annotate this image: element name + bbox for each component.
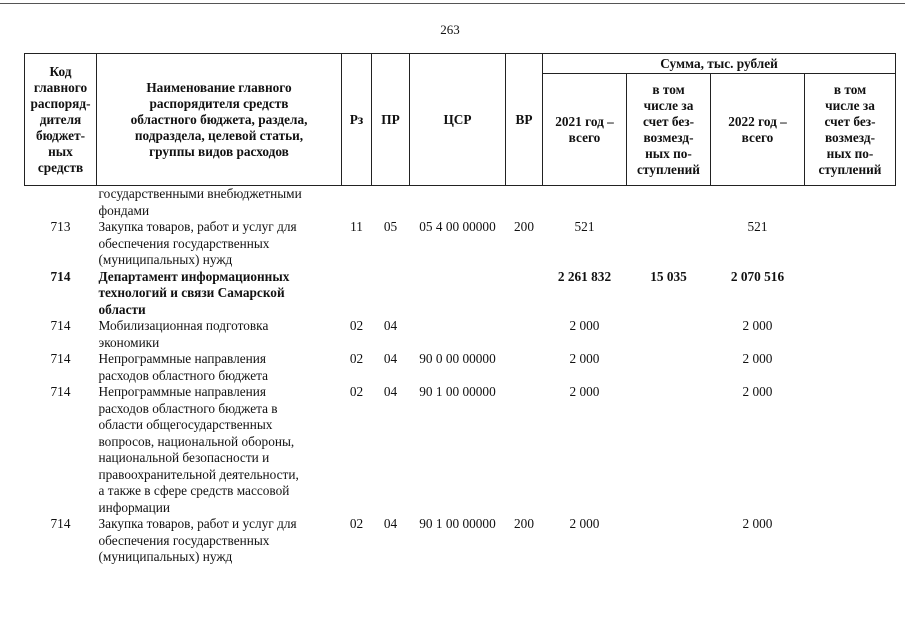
header-2022-total: [711, 74, 805, 186]
table-row: [25, 219, 896, 269]
cell-csr: 90 1 00 00000: [419, 516, 496, 531]
cell-2022-free: [805, 318, 896, 351]
cell-2022-total: [711, 186, 805, 220]
cell-2022-free: [805, 269, 896, 319]
cell-pr: 05: [383, 219, 398, 234]
top-rule: [0, 3, 905, 4]
cell-vr: [506, 384, 543, 516]
table-body: [25, 186, 896, 566]
cell-2021-free: 15 035: [650, 268, 687, 284]
table-row: [25, 384, 896, 516]
cell-rz: [342, 186, 372, 220]
cell-rz: 02: [349, 384, 364, 399]
budget-table: [24, 53, 896, 566]
cell-code: 713: [50, 219, 71, 234]
cell-2021-free: [627, 186, 711, 220]
table-row: [25, 186, 896, 220]
cell-rz: 11: [350, 219, 363, 234]
cell-2022-total: 2 000: [742, 318, 773, 333]
cell-csr: 90 1 00 00000: [419, 384, 496, 399]
cell-vr: [506, 318, 543, 351]
cell-2022-free: [805, 516, 896, 566]
cell-name: Департамент информационных технологий и связи Самарской области: [98, 268, 290, 317]
cell-2022-total: 2 070 516: [730, 268, 785, 284]
cell-name: Закупка товаров, работ и услуг для обеспечения государственных (муниципальных) нужд: [98, 516, 297, 564]
cell-2022-total: 2 000: [742, 351, 773, 366]
cell-2021-free: [627, 318, 711, 351]
header-sum: Сумма, тыс. рублей: [543, 54, 896, 74]
cell-code: 714: [50, 384, 71, 399]
cell-2021-free: [627, 516, 711, 566]
header-2021-total-label: 2021 год – всего: [555, 113, 614, 145]
cell-2021-free: [627, 384, 711, 516]
cell-2021-total: 2 000: [569, 516, 600, 531]
header-vr: ВР: [506, 54, 543, 186]
cell-2021-total: 521: [574, 219, 595, 234]
cell-2021-total: 2 000: [569, 384, 600, 399]
cell-name: Непрограммные направления расходов областного бюджета в области общегосударственных вопросов, национальной обороны, национальной безопасности и правоохранительной деятельности, а также в сфере средств массовой информации: [98, 384, 299, 515]
header-row-top: [25, 54, 896, 74]
cell-2022-total: 2 000: [742, 384, 773, 399]
cell-2022-free: [805, 351, 896, 384]
cell-rz: 02: [349, 318, 364, 333]
cell-csr: [410, 186, 506, 220]
cell-code: 714: [50, 516, 71, 531]
cell-2021-total: 2 261 832: [557, 268, 612, 284]
cell-code: 714: [50, 351, 71, 366]
cell-vr: 200: [514, 516, 534, 531]
header-pr: ПР: [372, 54, 410, 186]
header-2022-total-label: 2022 год – всего: [728, 113, 787, 145]
cell-rz: [342, 269, 372, 319]
header-2021-free-label: в том числе за счет без- возмезд- ных по- ступлений: [637, 81, 700, 177]
cell-2022-total: 521: [747, 219, 768, 234]
header-code: [25, 54, 97, 186]
cell-vr: [506, 186, 543, 220]
cell-pr: [372, 269, 410, 319]
table-row: [25, 318, 896, 351]
header-name-label: Наименование главного распорядителя средств областного бюджета, раздела, подраздела, целевой статьи, группы видов расходов: [130, 79, 308, 159]
cell-name: Мобилизационная подготовка экономики: [98, 318, 269, 350]
cell-pr: 04: [383, 384, 398, 399]
cell-name: государственными внебюджетными фондами: [98, 186, 302, 218]
cell-name: Закупка товаров, работ и услуг для обеспечения государственных (муниципальных) нужд: [98, 219, 297, 267]
header-2022-free: [805, 74, 896, 186]
table-row: [25, 351, 896, 384]
cell-2021-total: 2 000: [569, 351, 600, 366]
cell-pr: 04: [383, 351, 398, 366]
cell-pr: 04: [383, 516, 398, 531]
cell-vr: [506, 269, 543, 319]
cell-2021-total: [543, 186, 627, 220]
header-csr: ЦСР: [410, 54, 506, 186]
cell-rz: 02: [349, 516, 364, 531]
cell-csr: [410, 269, 506, 319]
header-2022-free-label: в том числе за счет без- возмезд- ных по- ступлений: [818, 81, 882, 177]
cell-2022-free: [805, 186, 896, 220]
cell-vr: 200: [514, 219, 534, 234]
header-name: [97, 54, 342, 186]
cell-pr: [372, 186, 410, 220]
cell-rz: 02: [349, 351, 364, 366]
cell-code: 714: [50, 318, 71, 333]
cell-name: Непрограммные направления расходов областного бюджета: [98, 351, 268, 383]
cell-pr: 04: [383, 318, 398, 333]
cell-csr: 90 0 00 00000: [419, 351, 496, 366]
cell-2022-free: [805, 219, 896, 269]
header-2021-total: [543, 74, 627, 186]
table-row: [25, 516, 896, 566]
header-code-label: Код главного распоряд- дителя бюджет- ных средств: [30, 63, 91, 175]
header-rz: Рз: [342, 54, 372, 186]
cell-vr: [506, 351, 543, 384]
cell-2021-free: [627, 219, 711, 269]
header-2021-free: [627, 74, 711, 186]
page-number: 263: [440, 22, 460, 37]
cell-2021-free: [627, 351, 711, 384]
cell-csr: 05 4 00 00000: [419, 219, 496, 234]
cell-2022-total: 2 000: [742, 516, 773, 531]
table-row: [25, 269, 896, 319]
cell-code: [25, 186, 97, 220]
cell-code: 714: [50, 268, 71, 284]
cell-2021-total: 2 000: [569, 318, 600, 333]
cell-2022-free: [805, 384, 896, 516]
cell-csr: [410, 318, 506, 351]
